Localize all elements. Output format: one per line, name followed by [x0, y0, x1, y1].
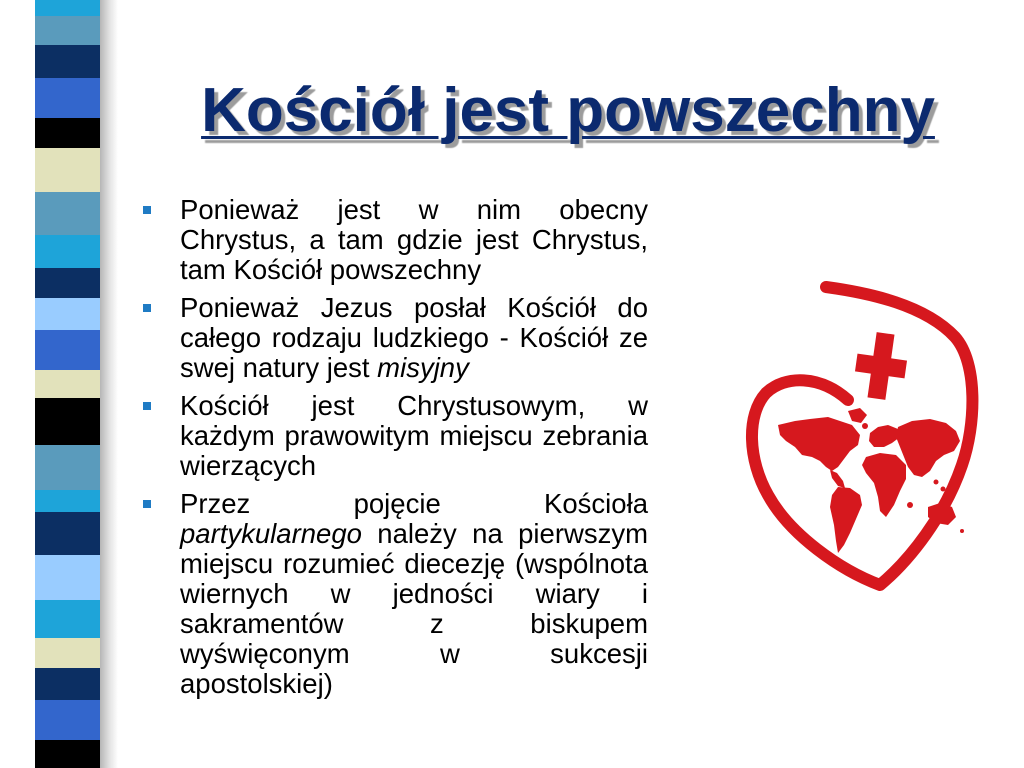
heart-cross-world-logo-icon [740, 275, 990, 595]
bullet-line: każdym prawowitym miejscu zebrania [180, 420, 648, 451]
emphasized-word: partykularnego [180, 518, 362, 549]
stripe-segment [35, 740, 100, 768]
stripe-segment [35, 600, 100, 638]
stripe-shadow [100, 0, 118, 768]
stripe-segment [35, 490, 100, 512]
line-text: należy na pierwszym [361, 518, 648, 549]
bullet-line: wiernych w jedności wiary i [180, 578, 648, 609]
bullet-list [180, 195, 648, 699]
bullet-line: całego rodzaju ludzkiego - Kościół ze [180, 322, 648, 353]
bullet-line: Chrystus, a tam gdzie jest Chrystus, [180, 224, 648, 255]
stripe-segment [35, 638, 100, 668]
cross-horizontal-bar [855, 354, 907, 379]
island [862, 423, 868, 429]
stripe-segment [35, 555, 100, 600]
bullet-line [180, 519, 648, 549]
island [948, 492, 952, 496]
stripe-segment [35, 0, 100, 16]
island [962, 443, 967, 448]
stripe-segment [35, 45, 100, 78]
stripe-segment [35, 700, 100, 740]
bullet-line [180, 353, 648, 383]
bullet-item [180, 293, 648, 383]
world-map [778, 408, 967, 553]
bullet-line: miejscu rozumieć diecezję (wspólnota [180, 548, 648, 579]
continent-africa [862, 453, 906, 517]
square-bullet-icon [143, 304, 151, 312]
continent-north-america [778, 417, 860, 471]
bullet-item [180, 195, 648, 285]
continent-greenland [848, 408, 867, 423]
island [907, 502, 913, 508]
square-bullet-icon [143, 500, 151, 508]
bullet-line: apostolskiej) [180, 668, 333, 699]
stripe-segment [35, 118, 100, 148]
bullet-line: sakramentów z biskupem [180, 608, 648, 639]
stripe-segment [35, 192, 100, 235]
island [934, 480, 939, 485]
stripe-segment [35, 235, 100, 268]
bullet-line: Ponieważ Jezus posłał Kościół do [180, 292, 648, 323]
island [941, 487, 946, 492]
stripe-segment [35, 298, 100, 330]
stripe-segment [35, 148, 100, 192]
stripe-segment [35, 445, 100, 490]
continent-europe [869, 425, 900, 447]
square-bullet-icon [143, 402, 151, 410]
bullet-line: wierzących [180, 450, 317, 481]
cross-icon [852, 330, 911, 402]
stripe-segment [35, 78, 100, 118]
bullet-line: Kościół jest Chrystusowym, w [180, 390, 648, 421]
decorative-stripe [35, 0, 100, 768]
bullet-line: wyświęconym w sukcesji [180, 638, 648, 669]
emphasized-word: misyjny [377, 352, 469, 383]
stripe-segment [35, 16, 100, 45]
stripe-segment [35, 512, 100, 555]
slide-title: Kościół jest powszechny [201, 76, 935, 145]
island [960, 529, 964, 533]
stripe-segment [35, 268, 100, 298]
continent-south-america [830, 487, 862, 553]
continent-central-america [830, 470, 845, 488]
stripe-segment [35, 370, 100, 398]
square-bullet-icon [143, 206, 151, 214]
bullet-line: tam Kościół powszechny [180, 254, 482, 285]
bullet-line: Ponieważ jest w nim obecny [180, 194, 648, 225]
line-text: swej natury jest [180, 352, 378, 383]
stripe-segment [35, 668, 100, 700]
stripe-segment [35, 330, 100, 370]
bullet-item [180, 391, 648, 481]
bullet-line: Przez pojęcie Kościoła [180, 488, 648, 519]
stripe-segment [35, 398, 100, 445]
bullet-item [180, 489, 648, 699]
